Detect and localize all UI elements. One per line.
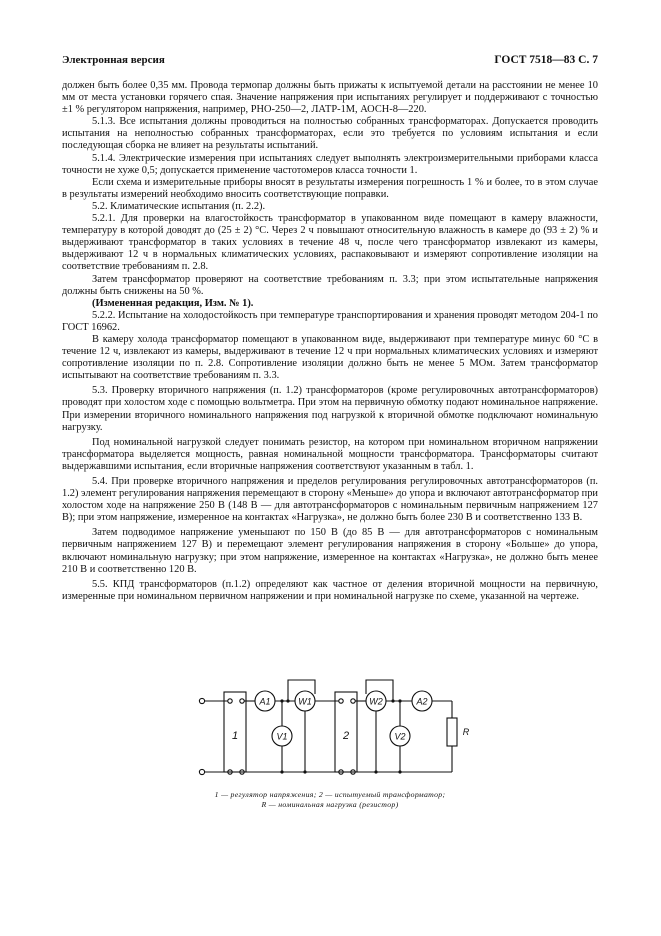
label-block-1: 1 <box>231 730 239 742</box>
paragraph-5-4: 5.4. При проверке вторичного напряжения и пределов регулирования регулировочных автотрансформаторов (п. 1.2) элемент регулирования напряжения перемещают в сторону «Меньше» до упора и включают автотрансформатор при холостом ходе на напряжение 250 В (148 В — для автотрансформаторов с номинальным первичным напряжением 127 В); при этом напряжение, измеренное на контактах «Нагрузка», не должно быть более 230 В и соответственно 133 В. <box>62 476 598 524</box>
label-r: R <box>462 727 470 737</box>
caption-line-1: 1 — регулятор напряжения; 2 — испытуемый трансформатор; <box>214 790 446 799</box>
input-terminal-bottom <box>199 769 204 774</box>
caption-line-2: R — номинальная нагрузка (резистор) <box>261 800 399 809</box>
document-body <box>62 80 598 603</box>
paragraph-error-correction: Если схема и измерительные приборы вносят в результаты измерения погрешность 1 % и более, то в этом случае в результаты измерений необходимо вносить соответствующие поправки. <box>62 176 598 200</box>
paragraph-amendment: (Измененная редакция, Изм. № 1). <box>92 297 254 309</box>
header-right: ГОСТ 7518—83 С. 7 <box>494 54 598 66</box>
paragraph-cold-chamber: В камеру холода трансформатор помещают в упакованном виде, выдерживают при температуре минус 60 °С в течение 12 ч, извлекают из камеры, выдерживают в течение 12 ч при нормальных климатических условиях и измеряют сопротивление изоляции по п. 2.8. Сопротивление изоляции должно быть не менее 5 МОм. Затем трансформатор испытывают на соответствие требованиям п. 3.3. <box>62 333 598 382</box>
paragraph-5-1-3: 5.1.3. Все испытания должны проводиться на полностью собранных трансформаторах. Допускается проводить испытания на неполностью собранных трансформаторах, если это требуется по условиям испытания и если последующая сборка не влияет на результаты испытаний. <box>62 116 598 152</box>
label-w1: W1 <box>298 696 312 707</box>
label-block-2: 2 <box>342 730 350 742</box>
paragraph-5-3: 5.3. Проверку вторичного напряжения (п. 1.2) трансформаторов (кроме регулировочных автотрансформаторов) проводят при холостом ходе с помощью вольтметра. При этом на первичную обмотку подают номинальное напряжение. При измерении вторичного номинального напряжения под нагрузкой к вторичной обмотке подключают номинальную нагрузку. <box>62 385 598 433</box>
diagram-caption <box>130 790 530 810</box>
paragraph-5-5: 5.5. КПД трансформаторов (п.1.2) определяют как частное от деления вторичной мощности на первичную, измеренные при номинальном первичном напряжении и при номинальной нагрузке по схеме, указанной на чертеже. <box>62 578 598 602</box>
paragraph-test-voltage: Затем трансформатор проверяют на соответствие требованиям п. 3.3; при этом испытательные напряжения должны быть снижены на 50 %. <box>62 273 598 297</box>
input-terminal-top <box>199 698 204 703</box>
paragraph-continuation: должен быть более 0,35 мм. Провода термопар должны быть прижаты к испытуемой детали на расстоянии не менее 10 мм от места установки горячего спая. Значение напряжения при испытаниях регулирует и поддерживают с точностью ±1 % регулятором напряжения, например, РНО-250—2, ЛАТР-1М, АОСН-8—220. <box>62 80 598 116</box>
label-w2: W2 <box>369 696 383 707</box>
label-v1: V1 <box>276 731 288 742</box>
header-left: Электронная версия <box>62 54 165 66</box>
paragraph-5-2-2: 5.2.2. Испытание на холодостойкость при температуре транспортирования и хранения проводят методом 204-1 по ГОСТ 16962. <box>62 309 598 333</box>
paragraph-nominal-load: Под номинальной нагрузкой следует понимать резистор, на котором при номинальном вторичном напряжении трансформатора выделяется мощность, равная номинальной мощности трансформатора. Трансформаторы считают выдержавшими испытания, если вторичные напряжения соответствуют указанным в табл. 1. <box>62 436 598 472</box>
circuit-diagram <box>190 676 480 788</box>
paragraph-5-1-4: 5.1.4. Электрические измерения при испытаниях следует выполнять электроизмерительными приборами класса точности не хуже 0,5; допускается применение частотомеров класса точности 1. <box>62 152 598 176</box>
label-a2: A2 <box>416 696 428 707</box>
label-a1: A1 <box>259 696 271 707</box>
label-v2: V2 <box>394 731 406 742</box>
paragraph-5-2: 5.2. Климатические испытания (п. 2.2). <box>92 200 266 212</box>
paragraph-5-2-1: 5.2.1. Для проверки на влагостойкость трансформатор в упакованном виде помещают в камеру влажности, температуру в которой доводят до (25 ± 2) °С. Через 2 ч повышают относительную влажность в камере до (93 ± 2) % и выдерживают трансформатор в таких условиях в течение 48 ч, после чего трансформатор извлекают из камеры, выдерживают 12 ч в нормальных климатических условиях, распаковывают и измеряют сопротивление изоляции на соответствие требованиям п. 2.8. <box>62 213 598 273</box>
paragraph-reduce-voltage: Затем подводимое напряжение уменьшают по 150 В (до 85 В — для автотрансформаторов с номинальным первичным напряжением 127 В) и перемещают элемент регулирования напряжения в сторону «Больше» до упора, включают номинальную нагрузку; при этом напряжение, измеренное на контактах «Нагрузка», не должно быть менее 210 В и соответственно 120 В. <box>62 527 598 575</box>
resistor-r <box>447 718 457 746</box>
page-header <box>62 54 598 70</box>
